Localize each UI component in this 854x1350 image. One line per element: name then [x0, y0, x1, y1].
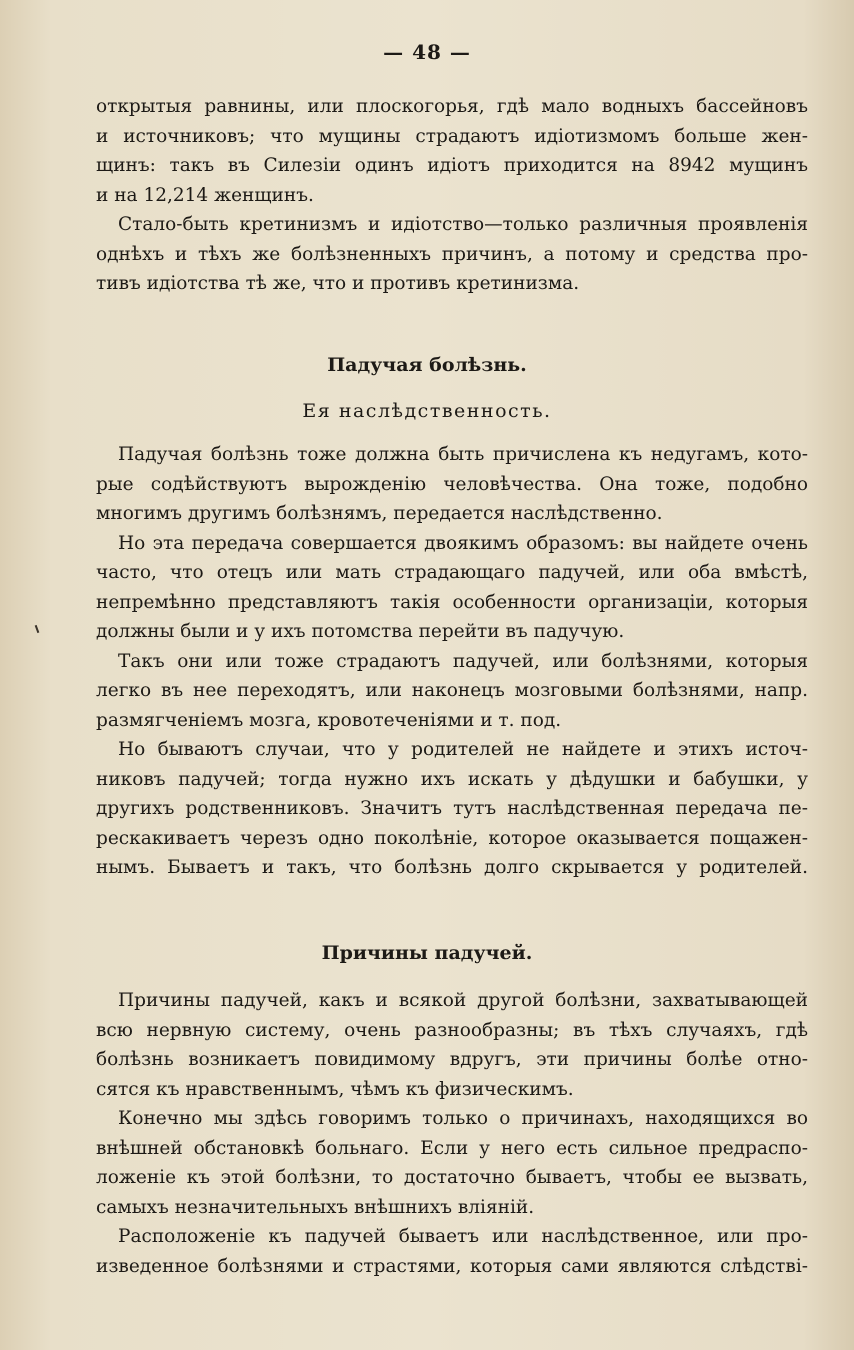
text-line: Стало-быть кретинизмъ и идiотство—только различныя проявленiя: [118, 214, 808, 235]
section-heading-causes: Причины падучей.: [321, 942, 533, 964]
text-line: ложенiе къ этой болѣзни, то достаточно бываетъ, чтобы ее вызвать,: [96, 1167, 808, 1188]
section-heading-epilepsy: Падучая болѣзнь.: [327, 354, 527, 376]
text-line: щинъ: такъ въ Силезiи одинъ идiотъ приходится на 8942 мущинъ: [96, 155, 808, 176]
paragraph-block-heredity: [96, 440, 808, 883]
text-line: однѣхъ и тѣхъ же болѣзненныхъ причинъ, а потому и средства про-: [96, 243, 808, 265]
text-line: тивъ идiотства тѣ же, что и противъ кретинизма.: [96, 273, 580, 294]
text-line: Расположенiе къ падучей бываетъ или наслѣдственное, или про-: [118, 1226, 808, 1247]
text-line: всю нервную систему, очень разнообразны; въ тѣхъ случаяхъ, гдѣ: [96, 1019, 808, 1041]
text-line: самыхъ незначительныхъ внѣшнихъ влiянiй.: [96, 1196, 535, 1218]
text-line: болѣзнь возникаетъ повидимому вдругъ, эти причины болѣе отно-: [96, 1049, 808, 1070]
text-line: Падучая болѣзнь тоже должна быть причислена къ недугамъ, кото-: [118, 444, 808, 465]
text-line: рые содѣйствуютъ вырожденiю человѣчества. Она тоже, подобно: [96, 473, 808, 495]
text-line: другихъ родственниковъ. Значитъ тутъ наслѣдственная передача пе-: [96, 798, 808, 819]
text-line: Но бываютъ случаи, что у родителей не найдете и этихъ источ-: [118, 739, 808, 760]
text-line: и на 12,214 женщинъ.: [96, 184, 314, 206]
text-line: легко въ нее переходятъ, или наконецъ мозговыми болѣзнями, напр.: [96, 680, 808, 701]
subheading-heredity: Ея наслѣдственность.: [302, 400, 552, 422]
text-line: Конечно мы здѣсь говоримъ только о причинахъ, находящихся во: [118, 1108, 808, 1129]
text-line: размягченiемъ мозга, кровотеченiями и т. под.: [96, 709, 562, 731]
text-line: часто, что отецъ или мать страдающаго падучей, или оба вмѣстѣ,: [96, 562, 808, 583]
text-line: непремѣнно представляютъ такiя особенности организацiи, которыя: [96, 591, 808, 613]
text-line: открытыя равнины, или плоскогорья, гдѣ мало водныхъ бассейновъ: [96, 96, 808, 117]
text-line: и источниковъ; что мущины страдаютъ идiотизмомъ больше жен-: [96, 125, 808, 147]
text-line: рескакиваетъ черезъ одно поколѣнiе, которое оказывается пощажен-: [96, 827, 808, 849]
text-line: Причины падучей, какъ и всякой другой болѣзни, захватывающей: [118, 990, 808, 1011]
text-line: многимъ другимъ болѣзнямъ, передается наслѣдственно.: [96, 503, 663, 524]
text-line: Такъ они или тоже страдаютъ падучей, или болѣзнями, которыя: [118, 650, 808, 672]
text-line: должны были и у ихъ потомства перейти въ падучую.: [96, 621, 625, 642]
text-line: сятся къ нравственнымъ, чѣмъ къ физическимъ.: [96, 1078, 574, 1100]
text-line: внѣшней обстановкѣ больнаго. Если у него есть сильное предраспо-: [96, 1137, 808, 1159]
paragraph-block-causes: [96, 986, 808, 1281]
text-line: никовъ падучей; тогда нужно ихъ искать у дѣдушки и бабушки, у: [96, 768, 808, 790]
text-line: изведенное болѣзнями и страстями, которыя сами являются слѣдствi-: [96, 1255, 808, 1277]
margin-ink-mark: [35, 625, 40, 633]
paragraph-block-intro: [96, 92, 808, 299]
text-line: нымъ. Бываетъ и такъ, что болѣзнь долго скрывается у родителей.: [96, 857, 808, 878]
page-number: — 48 —: [383, 40, 471, 64]
text-line: Но эта передача совершается двоякимъ образомъ: вы найдете очень: [118, 532, 808, 554]
